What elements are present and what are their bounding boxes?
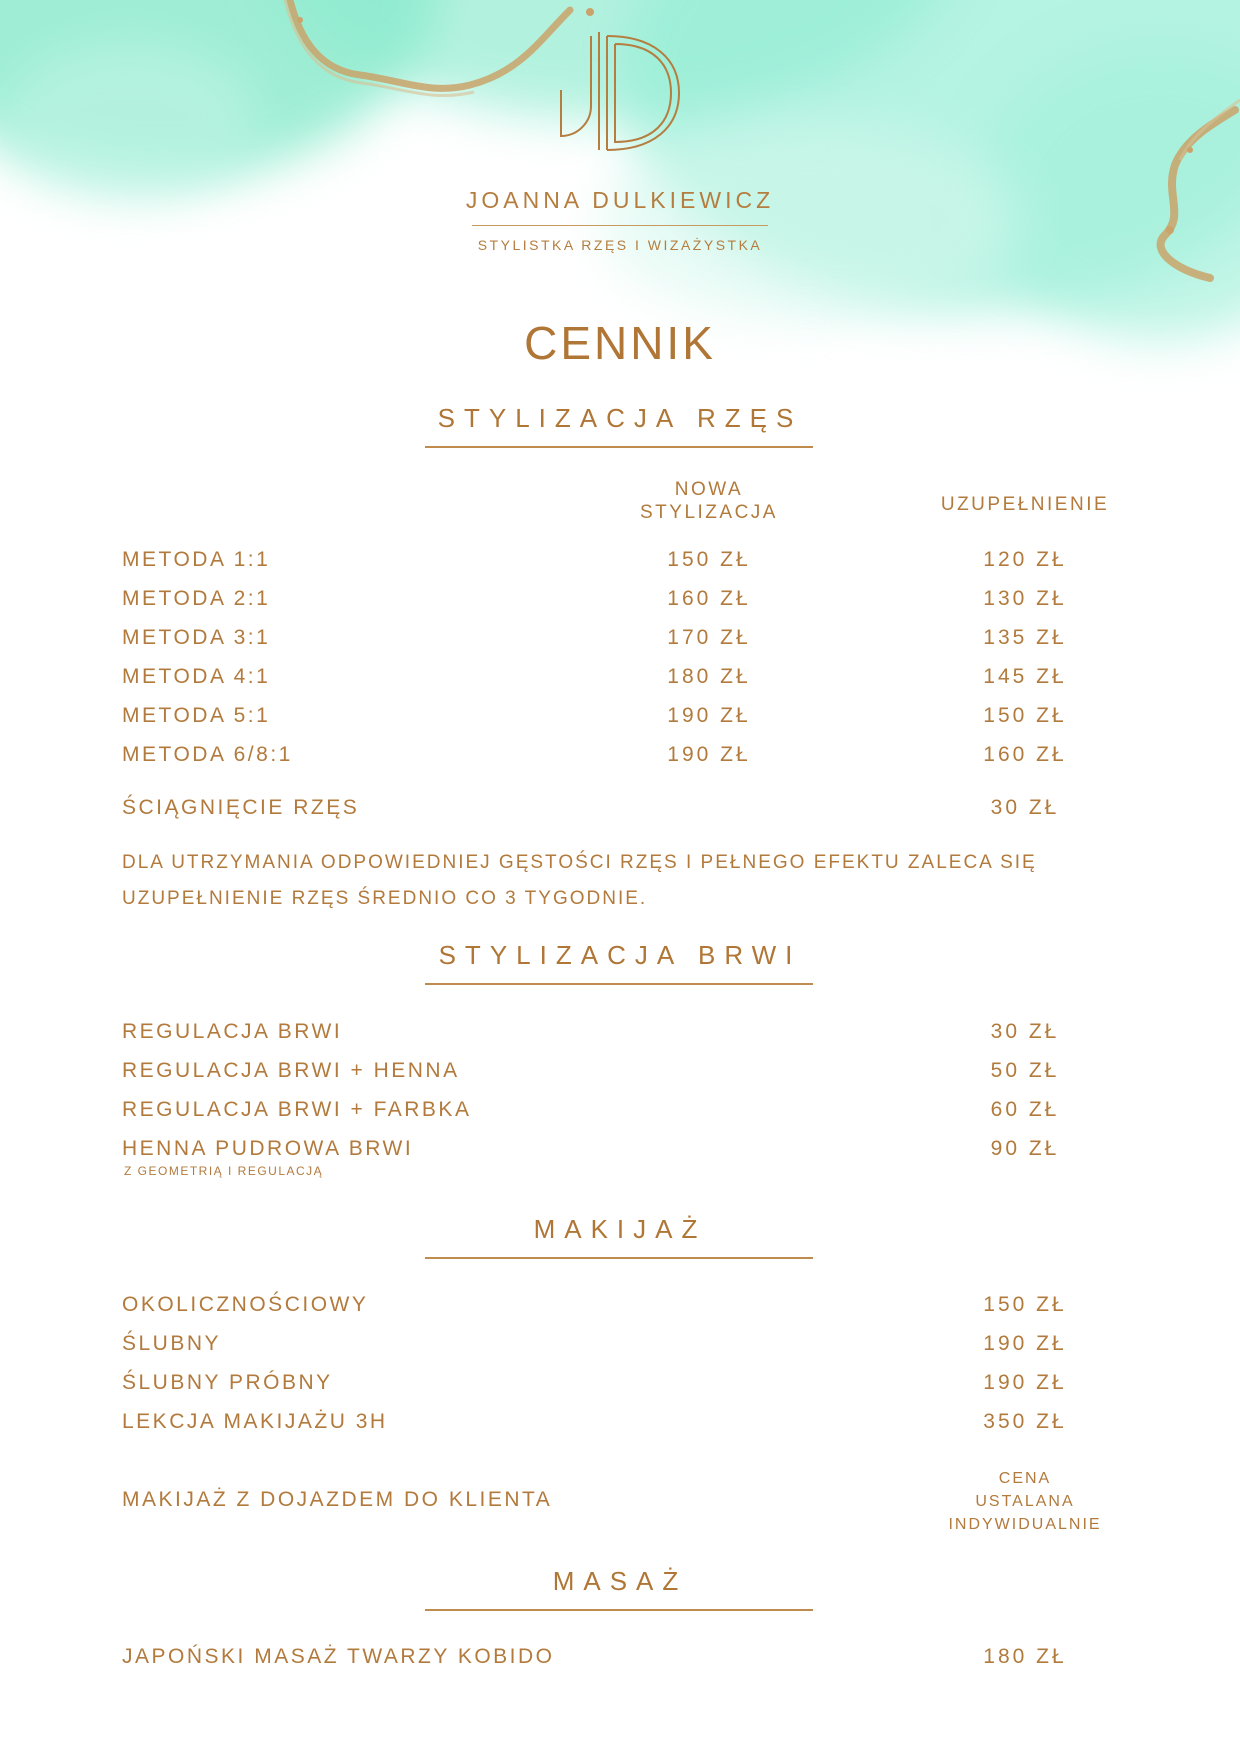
lash-price-new: 150 ZŁ xyxy=(667,548,751,571)
lash-price-new: 170 ZŁ xyxy=(667,626,751,649)
lash-row-label: METODA 1:1 xyxy=(122,548,271,571)
lash-price-new: 190 ZŁ xyxy=(667,704,751,727)
section-heading-lashes: STYLIZACJA RZĘS xyxy=(437,403,803,433)
brow-row-label: HENNA PUDROWA BRWI xyxy=(122,1137,414,1160)
section-divider xyxy=(425,1257,813,1259)
lash-removal-price: 30 ZŁ xyxy=(990,796,1060,819)
massage-row-label: JAPOŃSKI MASAŻ TWARZY KOBIDO xyxy=(122,1645,555,1668)
brand-divider xyxy=(472,225,768,226)
massage-price: 180 ZŁ xyxy=(983,1645,1067,1668)
lash-price-refill: 130 ZŁ xyxy=(983,587,1067,610)
brow-price: 60 ZŁ xyxy=(990,1098,1060,1121)
lash-price-new: 180 ZŁ xyxy=(667,665,751,688)
makeup-row-label: ŚLUBNY PRÓBNY xyxy=(122,1371,333,1394)
lash-price-refill: 160 ZŁ xyxy=(983,743,1067,766)
makeup-row-label: ŚLUBNY xyxy=(122,1332,222,1355)
brow-price: 30 ZŁ xyxy=(990,1020,1060,1043)
section-divider xyxy=(425,1609,813,1611)
brand-subtitle: STYLISTKA RZĘS I WIZAŻYSTKA xyxy=(477,237,763,253)
brow-price: 90 ZŁ xyxy=(990,1137,1060,1160)
lash-row-label: METODA 3:1 xyxy=(122,626,271,649)
makeup-price: 190 ZŁ xyxy=(983,1371,1067,1394)
brow-row-label: REGULACJA BRWI + FARBKA xyxy=(122,1098,472,1121)
page-title: CENNIK xyxy=(524,317,716,369)
brow-row-label: REGULACJA BRWI + HENNA xyxy=(122,1059,460,1082)
makeup-row-label: OKOLICZNOŚCIOWY xyxy=(122,1293,369,1316)
jd-monogram-logo xyxy=(555,30,685,158)
lash-note-line2: UZUPEŁNIENIE RZĘS ŚREDNIO CO 3 TYGODNIE. xyxy=(122,888,648,909)
column-header-refill: UZUPEŁNIENIE xyxy=(940,494,1110,515)
lash-price-refill: 150 ZŁ xyxy=(983,704,1067,727)
price-note-line: USTALANA xyxy=(975,1493,1075,1510)
makeup-travel-price xyxy=(930,1467,1120,1536)
lash-note-line1: DLA UTRZYMANIA ODPOWIEDNIEJ GĘSTOŚCI RZĘS I PEŁNEGO EFEKTU ZALECA SIĘ xyxy=(122,852,1037,873)
section-divider xyxy=(425,983,813,985)
lash-price-new: 160 ZŁ xyxy=(667,587,751,610)
brow-row-sublabel: Z GEOMETRIĄ I REGULACJĄ xyxy=(124,1164,324,1178)
lash-row-label: METODA 4:1 xyxy=(122,665,271,688)
makeup-row-label: LEKCJA MAKIJAŻU 3H xyxy=(122,1410,388,1433)
makeup-price: 190 ZŁ xyxy=(983,1332,1067,1355)
price-note-line: CENA xyxy=(998,1470,1052,1487)
lash-row-label: METODA 5:1 xyxy=(122,704,271,727)
brow-row-label: REGULACJA BRWI xyxy=(122,1020,343,1043)
section-divider xyxy=(425,446,813,448)
lash-row-label: METODA 6/8:1 xyxy=(122,743,293,766)
lash-row-label: METODA 2:1 xyxy=(122,587,271,610)
makeup-price: 350 ZŁ xyxy=(983,1410,1067,1433)
lash-price-refill: 120 ZŁ xyxy=(983,548,1067,571)
price-note-line: INDYWIDUALNIE xyxy=(948,1516,1102,1533)
section-heading-massage: MASAŻ xyxy=(552,1566,688,1596)
lash-price-refill: 145 ZŁ xyxy=(983,665,1067,688)
makeup-price: 150 ZŁ xyxy=(983,1293,1067,1316)
section-heading-brows: STYLIZACJA BRWI xyxy=(438,940,802,970)
column-header-new: NOWA STYLIZACJA xyxy=(640,479,778,523)
lash-removal-label: ŚCIĄGNIĘCIE RZĘS xyxy=(122,796,360,819)
brand-name: JOANNA DULKIEWICZ xyxy=(465,187,775,213)
lash-price-new: 190 ZŁ xyxy=(667,743,751,766)
lash-price-refill: 135 ZŁ xyxy=(983,626,1067,649)
section-heading-makeup: MAKIJAŻ xyxy=(533,1214,707,1244)
brow-price: 50 ZŁ xyxy=(990,1059,1060,1082)
makeup-travel-label: MAKIJAŻ Z DOJAZDEM DO KLIENTA xyxy=(122,1488,553,1511)
